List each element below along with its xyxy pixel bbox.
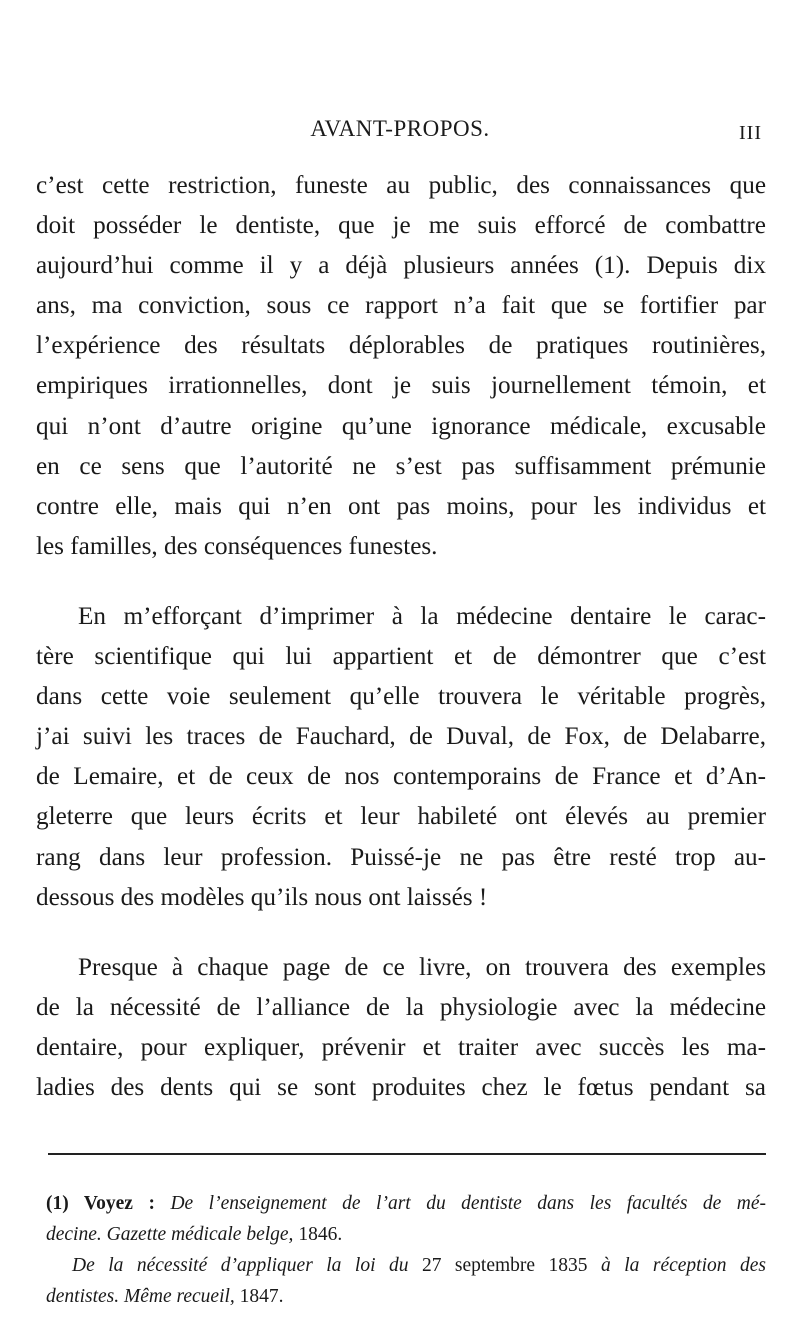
- text-line: dentaire, pour expliquer, prévenir et traiter avec succès les ma-: [36, 1033, 766, 1061]
- text-line: ladies des dents qui se sont produites chez le fœtus pendant sa: [36, 1073, 766, 1101]
- paragraph-2: [36, 597, 766, 918]
- footnote-divider: [48, 1153, 766, 1155]
- text-line: qui n’ont d’autre origine qu’une ignorance médicale, excusable: [36, 412, 766, 440]
- page-header: [36, 112, 764, 152]
- page-number: III: [739, 122, 762, 144]
- footnote-line: [46, 1188, 766, 1219]
- text-line: de Lemaire, et de ceux de nos contemporains de France et d’An-: [36, 763, 766, 791]
- footnote-line: [46, 1250, 766, 1281]
- text-line: doit posséder le dentiste, que je me suis efforcé de combattre: [36, 212, 766, 240]
- footnote-2: [46, 1250, 766, 1312]
- text-line: dans cette voie seulement qu’elle trouvera le véritable progrès,: [36, 683, 766, 711]
- footnote-line: [46, 1219, 766, 1250]
- text-line: j’ai suivi les traces de Fauchard, de Duval, de Fox, de Delabarre,: [36, 723, 766, 751]
- footnote-date: 27 septembre 1835: [408, 1255, 602, 1276]
- footnote-1: [46, 1188, 766, 1250]
- paragraph-3: [36, 948, 766, 1108]
- footnote-year: 1847.: [234, 1286, 284, 1307]
- footnote-source: dentistes. Même recueil,: [46, 1286, 235, 1307]
- text-line: c’est cette restriction, funeste au public, des connaissances que: [36, 172, 766, 199]
- footnote-title: De la nécessité d’appliquer la loi du: [72, 1255, 409, 1276]
- footnote-source: decine. Gazette médicale belge,: [46, 1224, 294, 1245]
- text-line: aujourd’hui comme il y a déjà plusieurs années (1). Depuis dix: [36, 252, 766, 280]
- text-line: empiriques irrationnelles, dont je suis journellement témoin, et: [36, 372, 766, 400]
- running-title: AVANT-PROPOS.: [310, 116, 490, 141]
- text-line: les familles, des conséquences funestes.: [36, 532, 438, 560]
- footnote-title-cont: à la réception des: [601, 1255, 766, 1276]
- footnote-year: 1846.: [293, 1224, 343, 1245]
- text-line: rang dans leur profession. Puissé-je ne pas être resté trop au-: [36, 843, 766, 871]
- text-line: ans, ma conviction, sous ce rapport n’a fait que se fortifier par: [36, 292, 766, 320]
- paragraph-1: [36, 166, 766, 567]
- text-line: en ce sens que l’autorité ne s’est pas suffisamment prémunie: [36, 452, 766, 480]
- body-text: [36, 166, 766, 1108]
- footnote-marker: (1) Voyez :: [46, 1193, 155, 1214]
- footnotes: [46, 1188, 766, 1312]
- text-line: En m’efforçant d’imprimer à la médecine dentaire le carac-: [78, 602, 766, 630]
- text-line: gleterre que leurs écrits et leur habileté ont élevés au premier: [36, 803, 766, 831]
- text-line: l’expérience des résultats déplorables de pratiques routinières,: [36, 332, 766, 360]
- text-line: dessous des modèles qu’ils nous ont laissés !: [36, 883, 488, 911]
- text-line: contre elle, mais qui n’en ont pas moins, pour les individus et: [36, 492, 766, 520]
- text-line: tère scientifique qui lui appartient et de démontrer que c’est: [36, 643, 766, 671]
- text-line: Presque à chaque page de ce livre, on trouvera des exemples: [78, 953, 766, 981]
- footnote-line: [46, 1281, 766, 1312]
- footnote-title: De l’enseignement de l’art du dentiste dans les facultés de mé-: [170, 1193, 767, 1214]
- text-line: de la nécessité de l’alliance de la physiologie avec la médecine: [36, 993, 766, 1021]
